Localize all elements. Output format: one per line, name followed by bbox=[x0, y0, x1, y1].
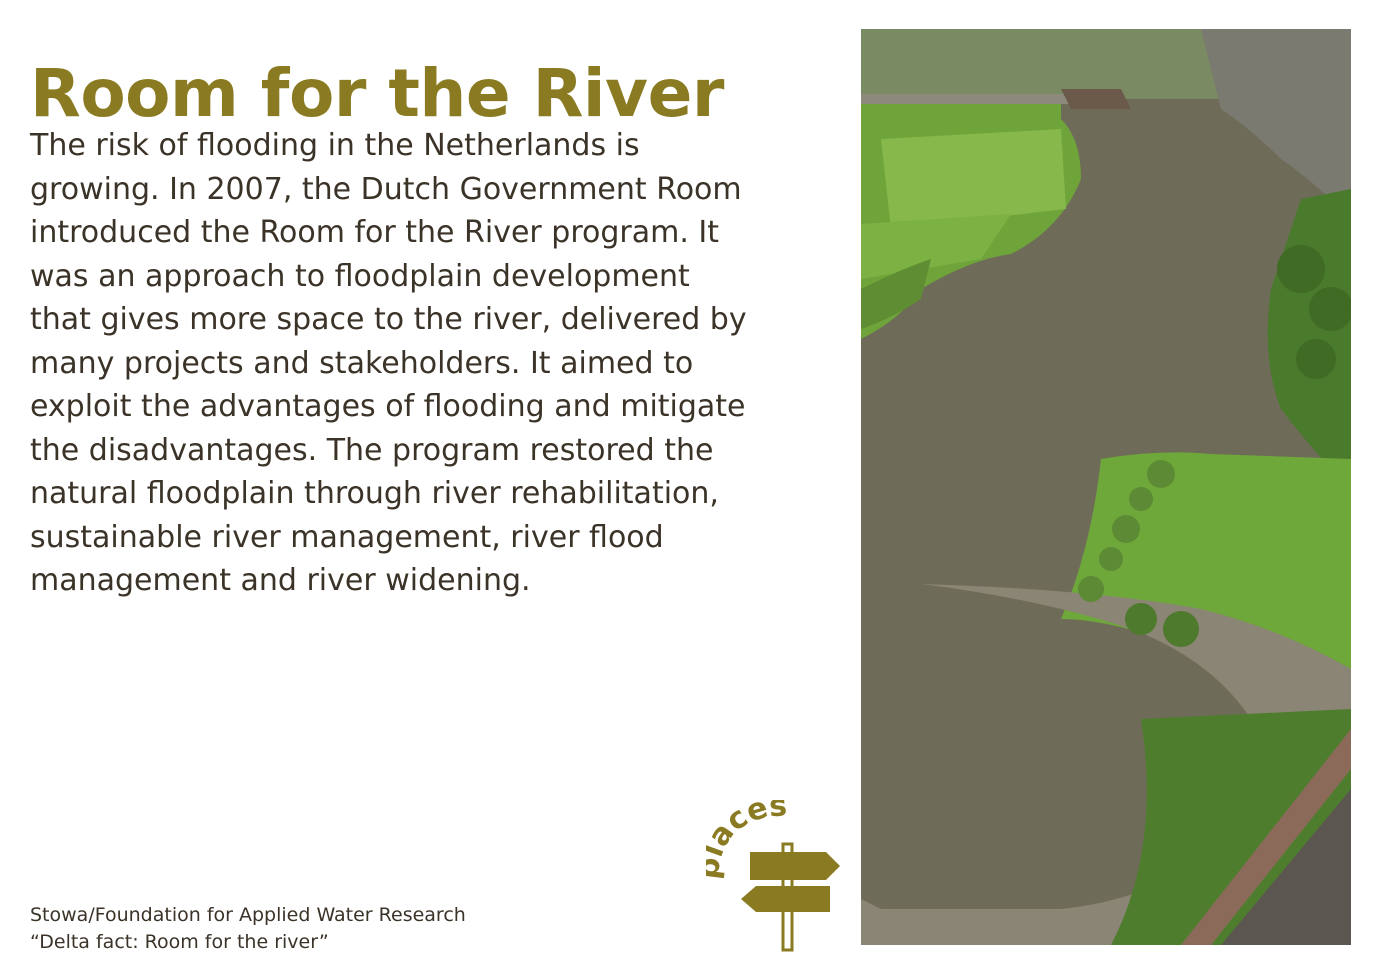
page-title: Room for the River bbox=[30, 55, 724, 133]
body-line: introduced the Room for the River program. It bbox=[30, 215, 720, 250]
body-line: growing. In 2007, the Dutch Government Room bbox=[30, 171, 742, 207]
body-line: the disadvantages. The program restored the bbox=[30, 432, 714, 468]
body-line: management and river widening. bbox=[30, 563, 531, 598]
river-aerial-photo bbox=[861, 29, 1351, 945]
body-line: sustainable river management, river flood bbox=[30, 519, 664, 555]
body-line: exploit the advantages of flooding and mitigate bbox=[30, 389, 746, 424]
body-line: was an approach to floodplain development bbox=[30, 258, 690, 294]
body-text bbox=[30, 124, 830, 603]
source-line: “Delta fact: Room for the river” bbox=[30, 931, 329, 953]
signpost-icon bbox=[741, 844, 840, 950]
body-line: natural floodplain through river rehabilitation, bbox=[30, 476, 719, 511]
source-line: Stowa/Foundation for Applied Water Research bbox=[30, 904, 466, 926]
source-citation bbox=[30, 902, 466, 956]
places-logo bbox=[706, 800, 846, 955]
logo-text: ces bbox=[720, 800, 788, 839]
body-line: The risk of flooding in the Netherlands is bbox=[30, 128, 640, 163]
body-line: many projects and stakeholders. It aimed to bbox=[30, 345, 694, 381]
body-line: that gives more space to the river, delivered by bbox=[30, 302, 747, 337]
